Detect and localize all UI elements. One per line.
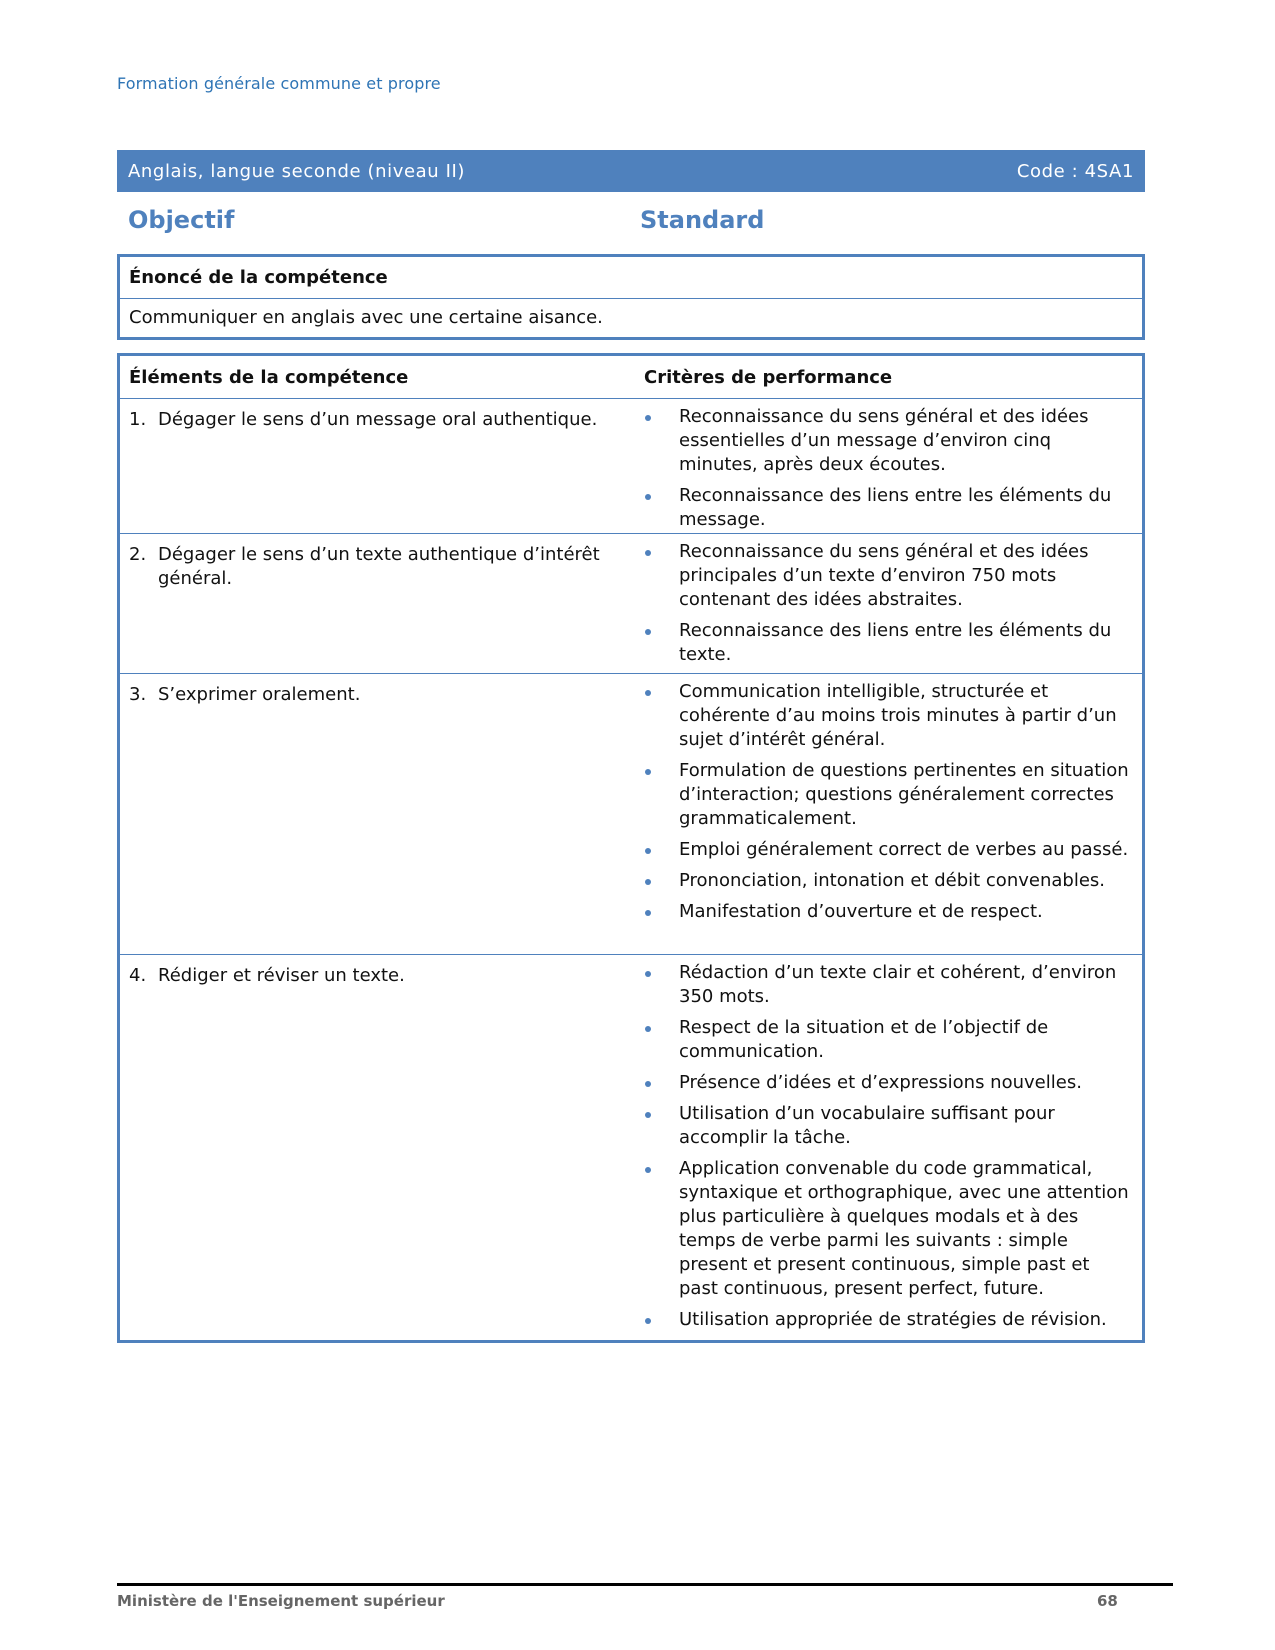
bullet-icon bbox=[631, 1071, 667, 1095]
element-text: Dégager le sens d’un texte authentique d’intérêt général. bbox=[158, 544, 600, 589]
bullet-icon bbox=[631, 619, 667, 667]
criterion-item: Reconnaissance des liens entre les éléments du texte. bbox=[631, 619, 1134, 667]
bullet-icon bbox=[631, 540, 667, 612]
criterion-item: Emploi généralement correct de verbes au passé. bbox=[631, 838, 1134, 862]
course-title-bar bbox=[117, 150, 1145, 192]
element-cell bbox=[120, 674, 631, 954]
criterion-item: Application convenable du code grammatical, syntaxique et orthographique, avec une attention plus particulière à quelques modals et à des temps de verbe parmi les suivants : simple present et present continuous, simple past et past continuous, present perfect, future. bbox=[631, 1157, 1134, 1301]
bullet-icon bbox=[631, 680, 667, 752]
bullet-icon bbox=[631, 484, 667, 532]
element-text: S’exprimer oralement. bbox=[158, 684, 361, 705]
bullet-icon bbox=[631, 759, 667, 831]
element-cell bbox=[120, 399, 631, 533]
criteria-cell bbox=[631, 399, 1142, 533]
element-cell bbox=[120, 534, 631, 673]
table-row bbox=[120, 674, 1142, 955]
bullet-icon bbox=[631, 961, 667, 1009]
elements-criteria-table bbox=[117, 353, 1145, 1343]
bullet-icon bbox=[631, 1102, 667, 1150]
criterion-item: Présence d’idées et d’expressions nouvelles. bbox=[631, 1071, 1134, 1095]
course-title: Anglais, langue seconde (niveau II) bbox=[128, 160, 466, 182]
course-code: Code : 4SA1 bbox=[1016, 160, 1134, 182]
criterion-item: Prononciation, intonation et débit convenables. bbox=[631, 869, 1134, 893]
element-number: 4. bbox=[129, 965, 147, 986]
criterion-item: Rédaction d’un texte clair et cohérent, d’environ 350 mots. bbox=[631, 961, 1134, 1009]
table-row bbox=[120, 955, 1142, 1340]
criteria-cell bbox=[631, 534, 1142, 673]
bullet-icon bbox=[631, 405, 667, 477]
bullet-icon bbox=[631, 869, 667, 893]
competence-statement-header: Énoncé de la compétence bbox=[120, 257, 1142, 299]
criterion-item: Communication intelligible, structurée et cohérente d’au moins trois minutes à partir d’un sujet d’intérêt général. bbox=[631, 680, 1134, 752]
table-row bbox=[120, 534, 1142, 674]
criterion-item: Formulation de questions pertinentes en situation d’interaction; questions généralement correctes grammaticalement. bbox=[631, 759, 1134, 831]
element-text: Rédiger et réviser un texte. bbox=[158, 965, 405, 986]
footer-publisher: Ministère de l'Enseignement supérieur bbox=[117, 1592, 445, 1610]
footer-divider bbox=[117, 1583, 1173, 1586]
table-row bbox=[120, 399, 1142, 534]
criterion-item: Manifestation d’ouverture et de respect. bbox=[631, 900, 1134, 924]
objectif-label: Objectif bbox=[128, 206, 235, 234]
competence-statement-text: Communiquer en anglais avec une certaine aisance. bbox=[129, 307, 603, 328]
table-header-row bbox=[120, 356, 1142, 399]
criterion-item: Utilisation appropriée de stratégies de révision. bbox=[631, 1308, 1134, 1332]
element-number: 2. bbox=[129, 544, 147, 565]
column-header-elements: Éléments de la compétence bbox=[129, 367, 409, 388]
element-text: Dégager le sens d’un message oral authentique. bbox=[158, 409, 598, 430]
running-head: Formation générale commune et propre bbox=[117, 74, 441, 93]
criterion-item: Reconnaissance des liens entre les éléments du message. bbox=[631, 484, 1134, 532]
competence-statement-box bbox=[117, 254, 1145, 340]
element-number: 3. bbox=[129, 684, 147, 705]
criteria-cell bbox=[631, 674, 1142, 954]
element-cell bbox=[120, 955, 631, 1340]
bullet-icon bbox=[631, 838, 667, 862]
criteria-cell bbox=[631, 955, 1142, 1340]
standard-label: Standard bbox=[640, 206, 765, 234]
bullet-icon bbox=[631, 900, 667, 924]
element-number: 1. bbox=[129, 409, 147, 430]
column-header-criteria: Critères de performance bbox=[644, 367, 893, 388]
criterion-item: Respect de la situation et de l’objectif de communication. bbox=[631, 1016, 1134, 1064]
criterion-item: Reconnaissance du sens général et des idées essentielles d’un message d’environ cinq minutes, après deux écoutes. bbox=[631, 405, 1134, 477]
objective-standard-row bbox=[117, 206, 1145, 240]
bullet-icon bbox=[631, 1016, 667, 1064]
bullet-icon bbox=[631, 1308, 667, 1332]
criterion-item: Utilisation d’un vocabulaire suffisant pour accomplir la tâche. bbox=[631, 1102, 1134, 1150]
page-number: 68 bbox=[1097, 1592, 1118, 1610]
bullet-icon bbox=[631, 1157, 667, 1301]
criterion-item: Reconnaissance du sens général et des idées principales d’un texte d’environ 750 mots contenant des idées abstraites. bbox=[631, 540, 1134, 612]
